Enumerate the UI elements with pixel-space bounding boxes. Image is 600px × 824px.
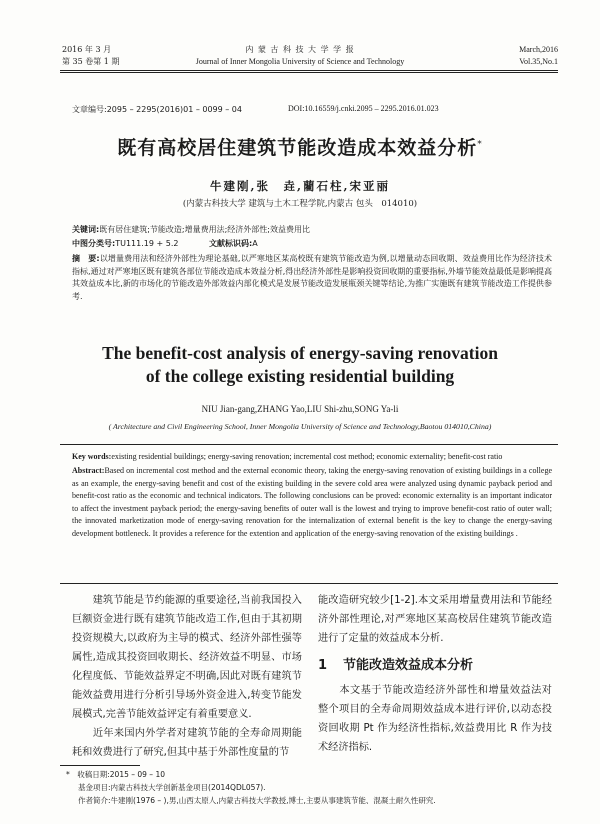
keywords-en-label: Key words: [72,452,112,461]
article-number: 文章编号:2095 – 2295(2016)01 – 0099 – 04 [72,105,242,114]
body-right-column [318,591,552,757]
authors-en: NIU Jian-gang,ZHANG Yao,LIU Shi-zhu,SONG Ya-li [201,404,399,414]
affiliation-en: ( Architecture and Civil Engineering School, Inner Mongolia University of Science and Technology,Baotou 014010,China) [108,422,492,431]
footnote-fund: 基金项目:内蒙古科技大学创新基金项目(2014QDL057). [78,783,266,792]
body-paragraph: 近年来国内外学者对建筑节能的全寿命周期能耗和效费进行了研究,但其中基于外部性度量的节 [72,728,302,758]
body-paragraph: 建筑节能是节约能源的重要途径,当前我国投入巨额资金进行既有建筑节能改造工作,但由于其初期投资规模大,以政府为主导的模式、经济外部性强等属性,造成其投资回收期长、经济效益不明显、市场化程度低、节能效益界定不明确,因此对既有建筑节能效益费用进行分析引导场外资金进入,转变节能发展模式,完善节能效益评定有着重要意义. [72,595,302,720]
doi: DOI:10.16559/j.cnki.2095 – 2295.2016.01.023 [288,104,439,113]
header-date-cn: 2016 年 3 月 [62,45,112,54]
keywords-en [72,451,552,464]
header-volume-cn: 第 35 卷第 1 期 [62,57,120,66]
header-volume-en: Vol.35,No.1 [519,57,558,66]
abstract-cn [72,253,552,303]
abstract-en-text: Based on incremental cost method and the external economic theory, taking the energy-saving renovation of existing buildings in a college as an example, the energy-saving benefit and cost of the existing building in the severe cold area were analyzed using dynamic payback period and benefit-cost ratio as the economic and technical indicators. The following conclusions can be proved: economic externality is an important indicator to affect the investment payback period; the energy-saving benefits of outer wall is the lowest and trying to improve benefit-cost ratio of outer wall; the innovated marketization mode of energy-saving renovation for the internalization of external benefit is the key to change the energy-saving development bottleneck. It provides a reference for the extention and application of the energy-saving renovation of the existing buildings . [72,466,552,538]
abstract-en [72,465,552,540]
footnotes [66,768,556,807]
keywords-cn [72,224,552,236]
paper-title-en [0,342,600,388]
title-cn-text: 既有高校居住建筑节能改造成本效益分析 [117,137,478,159]
section-title: 节能改造效益成本分析 [343,658,474,673]
section-number: 1 [318,658,328,673]
footnote-rule [60,765,140,766]
paper-title-cn [0,133,600,160]
footnote-author: 作者简介:牛建刚(1976 – ),男,山西太原人,内蒙古科技大学教授,博士,主要从事建筑节能、混凝土耐久性研究. [78,796,436,805]
body-paragraph: 本文基于节能改造经济外部性和增量效益法对整个项目的全寿命周期效益成本进行评价,以动态投资回收期 Pt 作为经济性指标,效益费用比 R 作为技术经济指标. [318,685,552,753]
keywords-cn-label: 关键词: [72,225,100,234]
doc-code-label: 文献标识码: [209,239,253,248]
keywords-cn-text: 既有居住建筑;节能改造;增量费用法;经济外部性;效益费用比 [99,225,310,234]
body-divider-rule [60,583,558,584]
doc-code: A [252,239,258,248]
abstract-cn-label: 摘 要: [72,254,100,263]
header-date-en: March,2016 [519,45,558,54]
journal-name-cn: 内 蒙 古 科 技 大 学 学 报 [245,45,355,54]
clc-label: 中图分类号: [72,239,116,248]
classification [72,238,552,250]
body-left-column [72,591,302,762]
journal-name-en: Journal of Inner Mongolia University of Science and Technology [195,57,405,66]
body-paragraph: 能改造研究较少[1-2].本文采用增量费用法和节能经济外部性理论,对严寒地区某高校居住建筑节能改造进行了定量的效益成本分析. [318,595,552,644]
section-heading [318,656,552,675]
authors-cn: 牛建刚,张 垚,藺石柱,宋亚丽 [209,179,390,193]
keywords-en-text: existing residential buildings; energy-saving renovation; incremental cost method; economic externality; benefit-cost ratio [111,452,503,461]
title-footnote-marker: * [477,139,483,150]
abstract-cn-text: 以增量费用法和经济外部性为理论基础,以严寒地区某高校既有建筑节能改造为例,以增量动态回收期、效益费用比作为经济技术指标,通过对严寒地区既有建筑各部位节能改造成本效益分析,得出经济外部性是影响投资回收期的重要指标,外墙节能效益最低是影响提高其效益成本比,新的市场化的节能改造外部效益内部化模式是发展节能改造发展瓶颈关键等结论,为推广实施既有建筑节能改造工作提供参考. [72,254,552,301]
abstract-en-label: Abstract: [72,466,105,475]
header-rule-2 [60,72,558,73]
title-en-line-2: of the college existing residential building [145,366,455,386]
title-en-line-1: The benefit-cost analysis of energy-saving renovation [102,343,498,363]
header-rule [60,70,558,71]
footnote-received: * 收稿日期:2015 – 09 – 10 [66,770,165,779]
clc-number: TU111.19 + 5.2 [115,239,179,248]
affiliation-cn: (内蒙古科技大学 建筑与土木工程学院,内蒙古 包头 014010) [182,199,418,209]
divider-rule [60,444,558,445]
